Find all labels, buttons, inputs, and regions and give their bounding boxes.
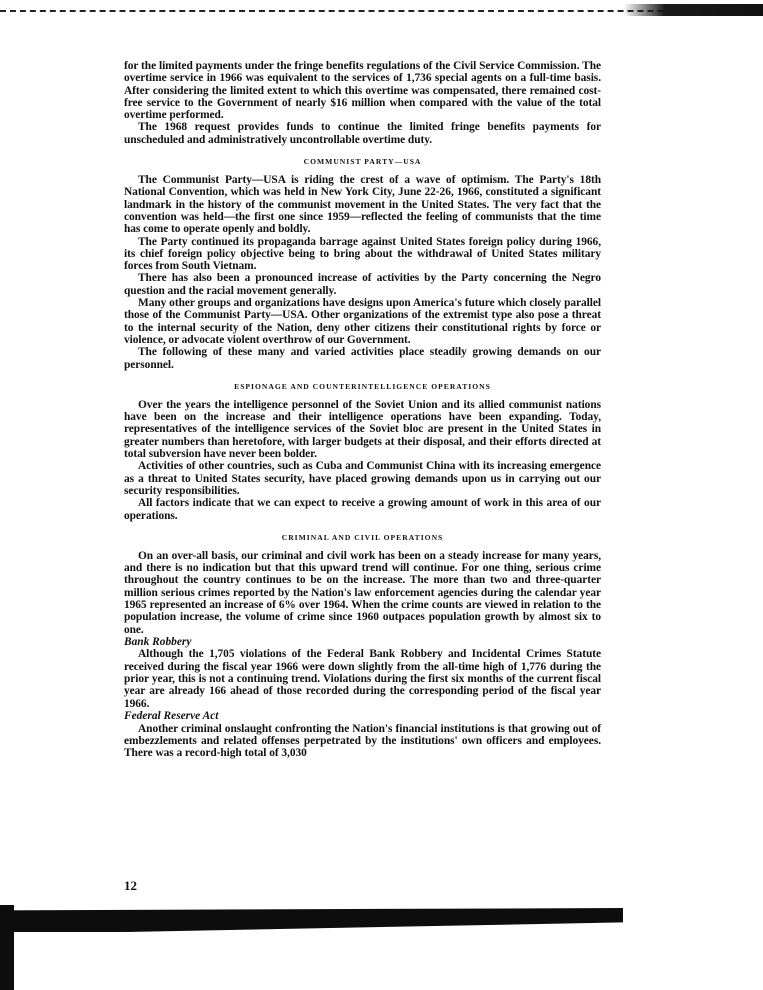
page-number: 12 (124, 878, 137, 893)
paragraph-federal-reserve: Another criminal onslaught confronting the Nation's financial institutions is that growing out of embezzlements and related offenses perpetrated by the institutions' own officers and employees. There was a record-high total of 3,030 (124, 722, 601, 760)
scan-left-edge (0, 905, 14, 990)
paragraph-overtime: for the limited payments under the fringe benefits regulations of the Civil Service Commission. The overtime service in 1966 was equivalent to the services of 1,736 special agents on a full-time basis. After considering the limited extent to which this overtime was compensated, there remained cost-free service to the Government of nearly $16 million when compared with the value of the total overtime performed. (124, 60, 601, 122)
scan-bottom-band (0, 908, 623, 932)
paragraph-fringe-benefits: The 1968 request provides funds to continue the limited fringe benefits payments for unscheduled and administratively uncontrollable overtime duty. (124, 121, 601, 146)
paragraph-communist-5: The following of these many and varied activities place steadily growing demands on our personnel. (124, 346, 601, 371)
scan-top-smear (623, 4, 763, 16)
paragraph-communist-4: Many other groups and organizations have designs upon America's future which closely parallel those of the Communist Party—USA. Other organizations of the extremist type also pose a threat to the internal security of the Nation, deny other citizens their constitutional rights by force or violence, or advocate violent overthrow of our Government. (124, 297, 601, 346)
paragraph-espionage-1: Over the years the intelligence personnel of the Soviet Union and its allied communist nations have been on the increase and their intelligence operations have been expanding. Today, representatives of the intelligence services of the Soviet bloc are present in the United States in greater numbers than heretofore, with larger budgets at their disposal, and their efforts directed at total subversion have never been bolder. (124, 398, 601, 461)
paragraph-criminal-1: On an over-all basis, our criminal and civil work has been on a steady increase for many years, and there is no indication but that this upward trend will continue. For one thing, serious crime throughout the country continues to be on the increase. The more than two and three-quarter million serious crimes reported by the Nation's law enforcement agencies during the calendar year 1965 represented an increase of 6% over 1964. When the crime counts are viewed in relation to the population increase, the volume of crime since 1960 outpaces population growth by almost six to one. (124, 549, 601, 636)
subheading-federal-reserve: Federal Reserve Act (124, 709, 219, 722)
subheading-bank-robbery: Bank Robbery (124, 635, 192, 648)
paragraph-communist-2: The Party continued its propaganda barrage against United States foreign policy during 1966, its chief foreign policy objective being to bring about the withdrawal of United States military forces from South Vietnam. (124, 235, 601, 273)
paragraph-bank-robbery: Although the 1,705 violations of the Federal Bank Robbery and Incidental Crimes Statute received during the fiscal year 1966 were down slightly from the all-time high of 1,776 during the prior year, this is not a continuing trend. Violations during the first six months of the current fiscal year are already 166 ahead of those recorded during the corresponding period of the fiscal year 1966. (124, 648, 601, 710)
paragraph-communist-3: There has also been a pronounced increase of activities by the Party concerning the Negro question and the racial movement generally. (124, 272, 601, 297)
paragraph-espionage-3: All factors indicate that we can expect to receive a growing amount of work in this area of our operations. (124, 497, 601, 522)
paragraph-communist-1: The Communist Party—USA is riding the crest of a wave of optimism. The Party's 18th National Convention, which was held in New York City, June 22-26, 1966, constituted a significant landmark in the history of the communist movement in the United States. The very fact that the convention was held—the first one since 1959—reflected the feeling of communists that the time has come to operate openly and boldly. (124, 174, 601, 236)
heading-espionage: ESPIONAGE AND COUNTERINTELLIGENCE OPERATIONS (234, 381, 491, 391)
paragraph-espionage-2: Activities of other countries, such as Cuba and Communist China with its increasing emergence as a threat to United States security, have placed growing demands upon us in carrying out our security responsibilities. (124, 460, 601, 497)
document-page (124, 60, 601, 759)
heading-criminal-civil: CRIMINAL AND CIVIL OPERATIONS (281, 532, 444, 542)
heading-communist-party: COMMUNIST PARTY—USA (303, 157, 422, 167)
